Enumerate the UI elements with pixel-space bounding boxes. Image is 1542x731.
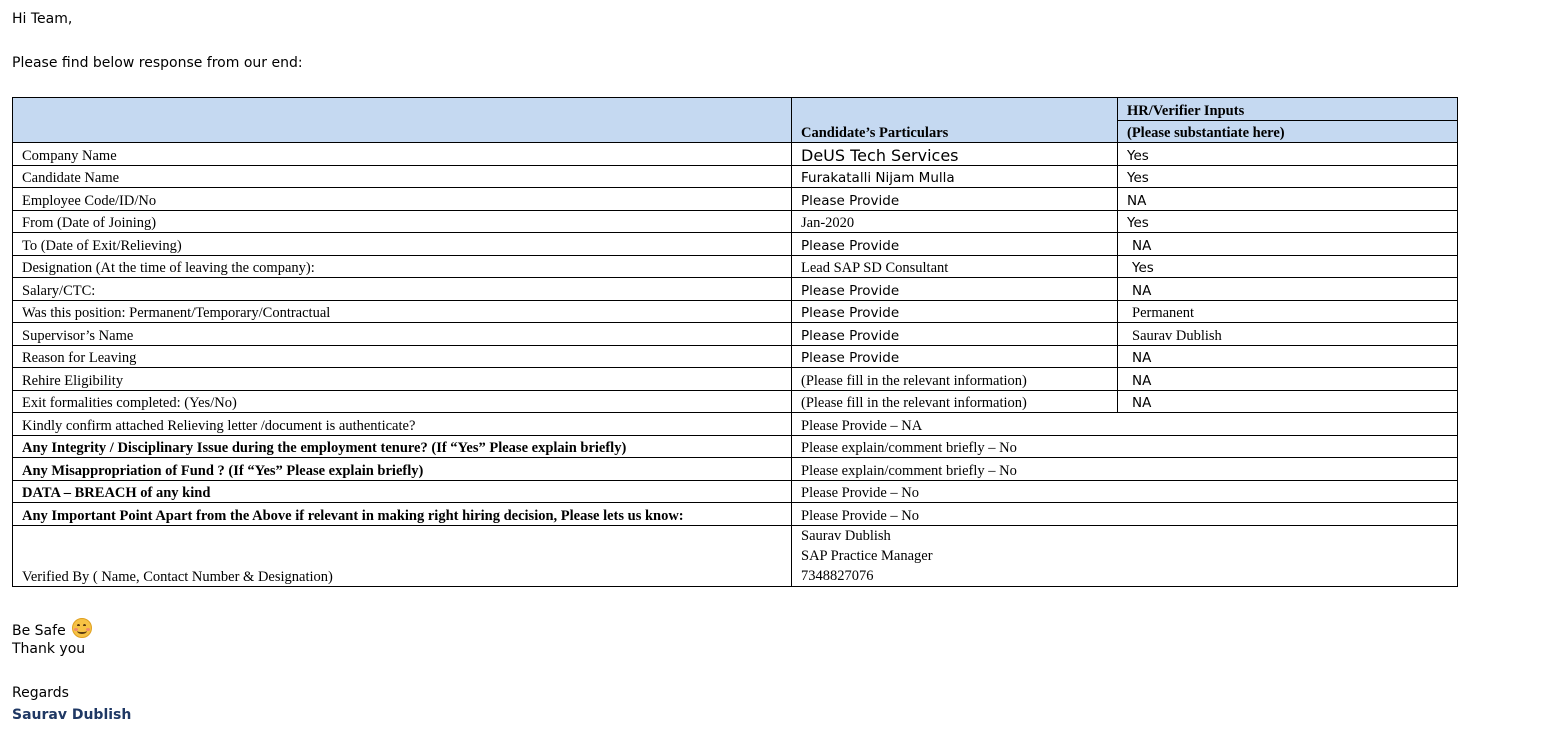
verified-by-label: Verified By ( Name, Contact Number & Designation) [13, 525, 792, 586]
row-input: NA [1118, 233, 1458, 256]
table-row [13, 368, 1458, 391]
row-value: (Please fill in the relevant information) [792, 368, 1118, 391]
table-row [13, 503, 1458, 526]
table-row [13, 345, 1458, 368]
row-value: Please Provide [792, 233, 1118, 256]
table-row [13, 210, 1458, 233]
signature-name: Saurav Dublish [12, 707, 132, 723]
table-row [13, 143, 1458, 166]
row-label: Candidate Name [13, 165, 792, 188]
row-value: (Please fill in the relevant information) [792, 390, 1118, 413]
row-input: NA [1118, 345, 1458, 368]
row-input: Yes [1118, 143, 1458, 166]
row-value: Please explain/comment briefly – No [792, 458, 1458, 481]
row-value: Furakatalli Nijam Mulla [792, 165, 1118, 188]
row-value: Please Provide – No [792, 503, 1458, 526]
row-value: Please Provide – NA [792, 413, 1458, 436]
row-label: Designation (At the time of leaving the company): [13, 255, 792, 278]
row-label: Company Name [13, 143, 792, 166]
row-value: Please Provide [792, 278, 1118, 301]
table-row [13, 480, 1458, 503]
greeting: Hi Team, [12, 11, 73, 27]
row-label: Salary/CTC: [13, 278, 792, 301]
verified-by-details [792, 525, 1458, 586]
row-label: Exit formalities completed: (Yes/No) [13, 390, 792, 413]
thank-you-text: Thank you [12, 641, 86, 657]
table-row [13, 458, 1458, 481]
row-label: Kindly confirm attached Relieving letter /document is authenticate? [13, 413, 792, 436]
verification-table [12, 97, 1458, 587]
row-label: Any Misappropriation of Fund ? (If “Yes” Please explain briefly) [13, 458, 792, 481]
row-value: Please Provide [792, 300, 1118, 323]
row-value: Please Provide [792, 345, 1118, 368]
header-row-1 [13, 98, 1458, 121]
verified-by-row [13, 525, 1458, 586]
table-row [13, 435, 1458, 458]
row-value: DeUS Tech Services [792, 143, 1118, 166]
row-value: Please Provide [792, 323, 1118, 346]
verifier-designation: SAP Practice Manager [801, 547, 933, 564]
header-substantiate: (Please substantiate here) [1118, 120, 1458, 143]
table-row [13, 278, 1458, 301]
row-input: NA [1118, 390, 1458, 413]
row-label: Rehire Eligibility [13, 368, 792, 391]
row-input: Yes [1118, 165, 1458, 188]
row-label: Any Important Point Apart from the Above if relevant in making right hiring decision, Please lets us know: [13, 503, 792, 526]
row-input: Yes [1118, 255, 1458, 278]
row-value: Jan-2020 [792, 210, 1118, 233]
row-value: Lead SAP SD Consultant [792, 255, 1118, 278]
row-label: Reason for Leaving [13, 345, 792, 368]
smiling-face-icon [72, 618, 92, 638]
table-row [13, 165, 1458, 188]
row-value: Please explain/comment briefly – No [792, 435, 1458, 458]
row-input: NA [1118, 368, 1458, 391]
row-label: Any Integrity / Disciplinary Issue during the employment tenure? (If “Yes” Please explain briefly) [13, 435, 792, 458]
row-input: NA [1118, 188, 1458, 211]
row-value: Please Provide [792, 188, 1118, 211]
row-input: Saurav Dublish [1118, 323, 1458, 346]
table-row [13, 188, 1458, 211]
table-row [13, 390, 1458, 413]
row-label: To (Date of Exit/Relieving) [13, 233, 792, 256]
be-safe-line [12, 618, 92, 639]
row-label: Was this position: Permanent/Temporary/Contractual [13, 300, 792, 323]
table-row [13, 255, 1458, 278]
row-input: Permanent [1118, 300, 1458, 323]
be-safe-text: Be Safe [12, 623, 66, 639]
row-label: Supervisor’s Name [13, 323, 792, 346]
table-row [13, 233, 1458, 256]
header-candidate-particulars: Candidate’s Particulars [792, 98, 1118, 143]
regards-text: Regards [12, 685, 69, 701]
row-input: Yes [1118, 210, 1458, 233]
row-label: DATA – BREACH of any kind [13, 480, 792, 503]
row-value: Please Provide – No [792, 480, 1458, 503]
header-hr-verifier-inputs: HR/Verifier Inputs [1118, 98, 1458, 121]
row-label: From (Date of Joining) [13, 210, 792, 233]
row-input: NA [1118, 278, 1458, 301]
table-row [13, 323, 1458, 346]
verifier-name: Saurav Dublish [801, 527, 891, 544]
row-label: Employee Code/ID/No [13, 188, 792, 211]
verifier-phone: 7348827076 [801, 567, 874, 584]
table-row [13, 413, 1458, 436]
intro-text: Please find below response from our end: [12, 55, 303, 71]
table-row [13, 300, 1458, 323]
header-blank-cell [13, 98, 792, 143]
